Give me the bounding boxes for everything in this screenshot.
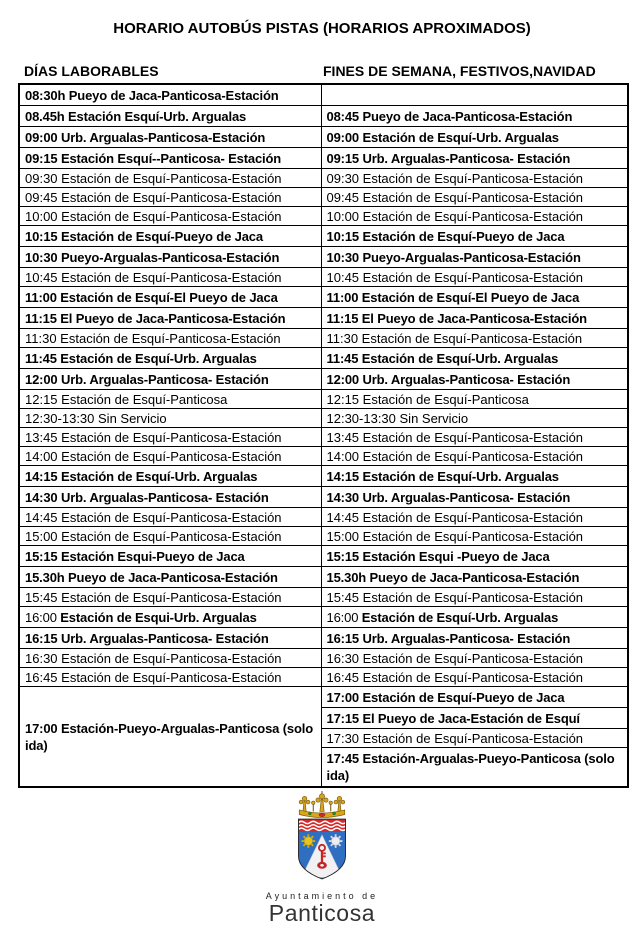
crown-gem-red xyxy=(319,813,325,817)
schedule-cell: 14:45 Estación de Esquí-Panticosa-Estación xyxy=(321,508,628,527)
schedule-cell: 16:30 Estación de Esquí-Panticosa-Estación xyxy=(19,649,321,668)
gold-sun-icon xyxy=(302,834,316,848)
table-row xyxy=(19,369,628,390)
schedule-cell: 16:00 Estación de Esquí-Urb. Argualas xyxy=(321,607,628,628)
schedule-cell: 14:15 Estación de Esquí-Urb. Argualas xyxy=(19,466,321,487)
table-row xyxy=(19,409,628,428)
table-row xyxy=(19,527,628,546)
schedule-cell: 12:30-13:30 Sin Servicio xyxy=(321,409,628,428)
schedule-cell: 15.30h Pueyo de Jaca-Panticosa-Estación xyxy=(19,567,321,588)
schedule-cell: 12:15 Estación de Esquí-Panticosa xyxy=(19,390,321,409)
column-header-weekends: FINES DE SEMANA, FESTIVOS,NAVIDAD xyxy=(323,63,596,79)
table-row xyxy=(19,466,628,487)
table-row xyxy=(19,348,628,369)
schedule-cell: 14:45 Estación de Esquí-Panticosa-Estación xyxy=(19,508,321,527)
schedule-cell: 16:00 Estación de Esqui-Urb. Argualas xyxy=(19,607,321,628)
table-row xyxy=(19,628,628,649)
panticosa-coat-of-arms-icon xyxy=(284,791,360,885)
bus-schedule-page xyxy=(0,20,644,945)
schedule-cell: 09:45 Estación de Esquí-Panticosa-Estación xyxy=(321,188,628,207)
table-row xyxy=(19,247,628,268)
schedule-cell: 09:30 Estación de Esquí-Panticosa-Estación xyxy=(321,169,628,188)
schedule-cell: 09:30 Estación de Esquí-Panticosa-Estación xyxy=(19,169,321,188)
table-row xyxy=(19,447,628,466)
schedule-cell: 16:15 Urb. Argualas-Panticosa- Estación xyxy=(19,628,321,649)
table-row xyxy=(19,188,628,207)
schedule-cell: 15:00 Estación de Esquí-Panticosa-Estación xyxy=(321,527,628,546)
schedule-cell-merged: 17:00 Estación-Pueyo-Argualas-Panticosa (solo ida) xyxy=(19,687,321,788)
table-row xyxy=(19,226,628,247)
schedule-cell: 10:45 Estación de Esquí-Panticosa-Estación xyxy=(19,268,321,287)
schedule-cell: 09:15 Urb. Argualas-Panticosa- Estación xyxy=(321,148,628,169)
schedule-cell: 14:15 Estación de Esquí-Urb. Argualas xyxy=(321,466,628,487)
shield xyxy=(299,819,346,880)
column-header-weekdays: DÍAS LABORABLES xyxy=(24,63,159,79)
table-row xyxy=(19,607,628,628)
schedule-cell: 14:30 Urb. Argualas-Panticosa- Estación xyxy=(321,487,628,508)
logo-org-prefix: Ayuntamiento de xyxy=(265,891,379,901)
schedule-cell: 15:00 Estación de Esquí-Panticosa-Estación xyxy=(19,527,321,546)
schedule-cell: 14:30 Urb. Argualas-Panticosa- Estación xyxy=(19,487,321,508)
table-row xyxy=(19,329,628,348)
table-row xyxy=(19,308,628,329)
table-row xyxy=(19,287,628,308)
table-row xyxy=(19,207,628,226)
schedule-cell: 11:30 Estación de Esquí-Panticosa-Estación xyxy=(19,329,321,348)
schedule-cell: 11:45 Estación de Esquí-Urb. Argualas xyxy=(321,348,628,369)
schedule-cell: 11:15 El Pueyo de Jaca-Panticosa-Estación xyxy=(321,308,628,329)
schedule-cell: 10:15 Estación de Esquí-Pueyo de Jaca xyxy=(321,226,628,247)
schedule-cell: 11:00 Estación de Esquí-El Pueyo de Jaca xyxy=(19,287,321,308)
schedule-cell: 16:45 Estación de Esquí-Panticosa-Estación xyxy=(321,668,628,687)
column-headers xyxy=(0,61,644,79)
schedule-cell: 14:00 Estación de Esquí-Panticosa-Estación xyxy=(19,447,321,466)
schedule-cell: 17:15 El Pueyo de Jaca-Estación de Esquí xyxy=(321,708,628,729)
table-row xyxy=(19,148,628,169)
page-title: HORARIO AUTOBÚS PISTAS (HORARIOS APROXIMADOS) xyxy=(113,20,531,37)
table-row xyxy=(19,428,628,447)
table-row xyxy=(19,127,628,148)
silver-sun-icon xyxy=(329,834,343,848)
schedule-table xyxy=(18,83,629,788)
schedule-cell: 11:00 Estación de Esquí-El Pueyo de Jaca xyxy=(321,287,628,308)
table-row xyxy=(19,390,628,409)
schedule-cell: 10:00 Estación de Esquí-Panticosa-Estación xyxy=(19,207,321,226)
table-row xyxy=(19,106,628,127)
schedule-cell: 09:00 Estación de Esquí-Urb. Argualas xyxy=(321,127,628,148)
schedule-cell: 08.45h Estación Esquí-Urb. Argualas xyxy=(19,106,321,127)
schedule-cell: 15:45 Estación de Esquí-Panticosa-Estación xyxy=(19,588,321,607)
table-row xyxy=(19,687,628,708)
table-row xyxy=(19,546,628,567)
schedule-cell: 14:00 Estación de Esquí-Panticosa-Estación xyxy=(321,447,628,466)
schedule-cell: 15.30h Pueyo de Jaca-Panticosa-Estación xyxy=(321,567,628,588)
table-row xyxy=(19,588,628,607)
schedule-cell: 10:30 Pueyo-Argualas-Panticosa-Estación xyxy=(321,247,628,268)
schedule-cell: 12:00 Urb. Argualas-Panticosa- Estación xyxy=(19,369,321,390)
schedule-cell: 11:30 Estación de Esquí-Panticosa-Estación xyxy=(321,329,628,348)
crown-gem-green xyxy=(308,812,311,815)
schedule-cell: 09:15 Estación Esquí--Panticosa- Estación xyxy=(19,148,321,169)
schedule-cell: 08:45 Pueyo de Jaca-Panticosa-Estación xyxy=(321,106,628,127)
schedule-cell: 10:30 Pueyo-Argualas-Panticosa-Estación xyxy=(19,247,321,268)
schedule-cell: 16:30 Estación de Esquí-Panticosa-Estación xyxy=(321,649,628,668)
schedule-cell: 09:45 Estación de Esquí-Panticosa-Estación xyxy=(19,188,321,207)
schedule-cell: 17:00 Estación de Esquí-Pueyo de Jaca xyxy=(321,687,628,708)
schedule-cell: 12:30-13:30 Sin Servicio xyxy=(19,409,321,428)
table-row xyxy=(19,84,628,106)
schedule-cell xyxy=(321,84,628,106)
schedule-cell: 17:30 Estación de Esquí-Panticosa-Estación xyxy=(321,729,628,748)
schedule-cell: 09:00 Urb. Argualas-Panticosa-Estación xyxy=(19,127,321,148)
table-row xyxy=(19,487,628,508)
table-row xyxy=(19,508,628,527)
schedule-cell: 13:45 Estación de Esquí-Panticosa-Estación xyxy=(321,428,628,447)
schedule-cell: 12:15 Estación de Esquí-Panticosa xyxy=(321,390,628,409)
table-row xyxy=(19,268,628,287)
schedule-cell: 15:15 Estación Esqui-Pueyo de Jaca xyxy=(19,546,321,567)
schedule-cell: 10:45 Estación de Esquí-Panticosa-Estación xyxy=(321,268,628,287)
logo-org-name: Panticosa xyxy=(268,900,376,926)
schedule-cell: 08:30h Pueyo de Jaca-Panticosa-Estación xyxy=(19,84,321,106)
schedule-cell: 15:15 Estación Esqui -Pueyo de Jaca xyxy=(321,546,628,567)
table-row xyxy=(19,668,628,687)
table-row xyxy=(19,169,628,188)
schedule-cell: 12:00 Urb. Argualas-Panticosa- Estación xyxy=(321,369,628,390)
schedule-cell: 15:45 Estación de Esquí-Panticosa-Estación xyxy=(321,588,628,607)
crown-gem-green xyxy=(333,812,336,815)
schedule-cell: 17:45 Estación-Argualas-Pueyo-Panticosa (solo ida) xyxy=(321,748,628,788)
schedule-cell: 10:00 Estación de Esquí-Panticosa-Estación xyxy=(321,207,628,226)
schedule-cell: 10:15 Estación de Esquí-Pueyo de Jaca xyxy=(19,226,321,247)
ayuntamiento-logo xyxy=(0,791,644,926)
schedule-cell: 11:15 El Pueyo de Jaca-Panticosa-Estación xyxy=(19,308,321,329)
table-row xyxy=(19,649,628,668)
schedule-cell: 16:45 Estación de Esquí-Panticosa-Estación xyxy=(19,668,321,687)
table-row xyxy=(19,567,628,588)
schedule-cell: 11:45 Estación de Esquí-Urb. Argualas xyxy=(19,348,321,369)
schedule-cell: 16:15 Urb. Argualas-Panticosa- Estación xyxy=(321,628,628,649)
schedule-cell: 13:45 Estación de Esquí-Panticosa-Estación xyxy=(19,428,321,447)
